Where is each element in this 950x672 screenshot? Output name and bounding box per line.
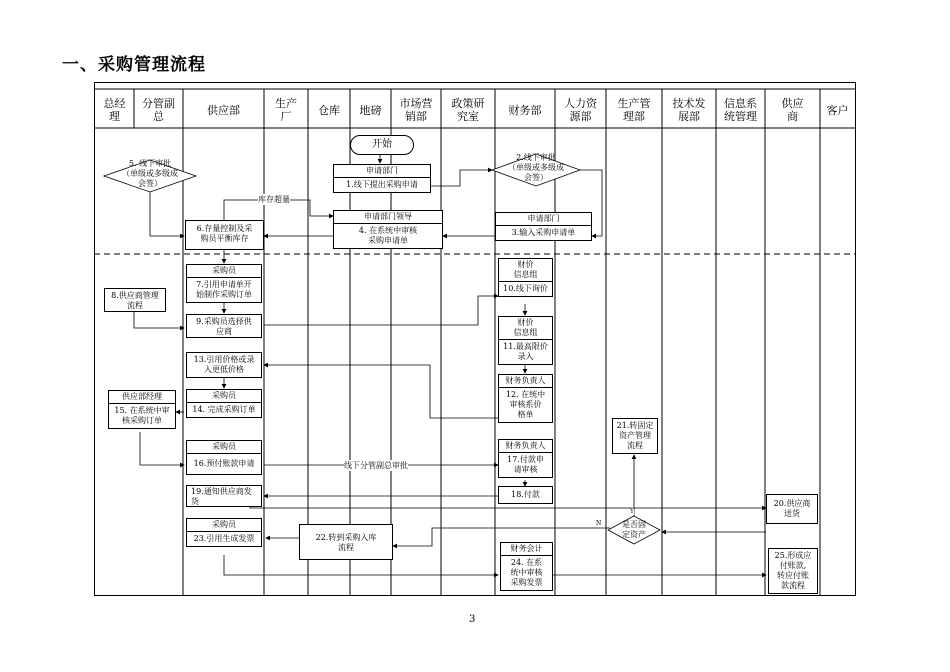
step-12-review-price: 财务负责人 12. 在统中 审核系价 格单 [498, 374, 553, 423]
step-17-payment-review: 财务负责人 17.付款申 请审核 [498, 439, 553, 478]
lane-header-marketing: 市场营 销部 [399, 97, 433, 123]
lane-header-production-plant: 生产 厂 [275, 97, 297, 123]
decision-no-label: N [596, 520, 602, 527]
lane-header-supply-dept: 供应部 [207, 103, 240, 117]
lane-header-customer: 客户 [826, 103, 849, 117]
step-7-create-order: 采购员 7.引用申请单开 始制作采购订单 [186, 264, 262, 303]
step-5-approval: 5. 线下审批 （单级或多级成 会签） [122, 159, 178, 188]
step-1-request: 申请部门 1.线下提出采购申请 [333, 164, 431, 193]
step-21-fixed-asset-process: 21.转固定 资产管理 流程 [612, 418, 658, 454]
page-title: 一、采购管理流程 [62, 55, 206, 75]
step-19-notify-supplier: 19.通知供应商发 货 [186, 485, 262, 507]
step-18-payment: 18.付款 [498, 486, 553, 504]
lane-header-weighbridge: 地磅 [359, 103, 382, 117]
page-number: 3 [469, 614, 476, 625]
offline-approval-label: 线下分管副总审批 [344, 461, 408, 470]
step-2-approval: 2.线下审批 （单级或多级成 会签） [508, 153, 564, 182]
stock-excess-label: 库存超量 [258, 195, 290, 204]
step-11-max-price: 财价 信息组 11.最高限价 录入 [498, 316, 553, 365]
step-25-accounts-payable: 25.形成应 付账款, 转应付账 款流程 [768, 548, 818, 594]
step-22-warehousing: 22.转到采购入库 流程 [299, 524, 393, 560]
step-15-review-order: 供应部经理 15. 在系统中审 核采购订单 [108, 390, 176, 429]
step-10-inquiry: 财价 信息组 10.线下询价 [498, 258, 553, 297]
step-20-supplier-delivery: 20.供应商 送货 [766, 494, 818, 524]
lane-header-finance: 财务部 [508, 103, 542, 117]
step-3-input-request: 申请部门 3.输入采购申请单 [495, 212, 592, 241]
step-14-complete-order: 采购员 14. 完成采购订单 [186, 389, 262, 418]
step-6-stock-control: 6.存量控制及采 购员平衡库存 [185, 220, 264, 250]
step-13-price-entry: 13.引用价格或录 入更低价格 [186, 352, 262, 378]
lane-header-policy-research: 政策研 究室 [451, 97, 485, 123]
lane-header-vice-president: 分管副 总 [142, 97, 175, 123]
lane-header-warehouse: 仓库 [318, 103, 340, 117]
lane-header-general-manager: 总经 理 [103, 97, 126, 123]
step-24-review-invoice: 财务会计 24. 在系 统中审核 采购发票 [500, 542, 553, 591]
lane-header-tech-dev: 技术发 展部 [672, 97, 706, 123]
lane-header-hr: 人力资 源部 [564, 97, 597, 123]
step-4-review-request: 申请部门领导 4. 在系统中审核 采购申请单 [333, 210, 443, 249]
step-9-select-supplier: 9.采购员选择供 应商 [186, 314, 262, 338]
lane-header-production-mgmt: 生产管 理部 [617, 97, 651, 123]
step-16-prepayment: 采购员 16.预付账款申请 [186, 440, 262, 475]
step-8-supplier-process: 8.供应商管理 流程 [104, 288, 166, 312]
lane-header-supplier: 供应 商 [781, 97, 804, 123]
lane-header-info-systems: 信息系 统管理 [724, 97, 757, 123]
decision-fixed-asset: 是否固 定资产 [622, 520, 646, 539]
decision-yes-label: Y [630, 508, 634, 515]
start-node: 开始 [350, 135, 414, 155]
step-23-generate-invoice: 采购员 23.引用生成发票 [186, 518, 262, 547]
